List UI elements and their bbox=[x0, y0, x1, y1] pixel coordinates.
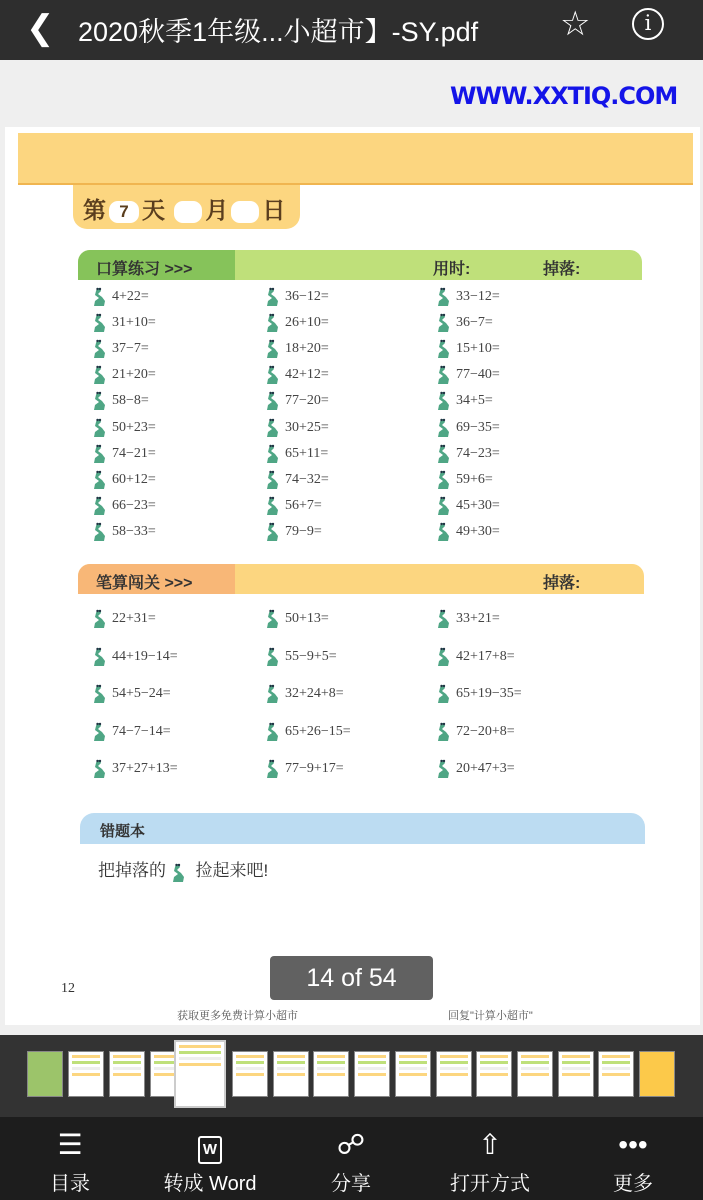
frog-icon bbox=[92, 722, 108, 742]
day-label bbox=[73, 185, 300, 229]
equation: 74−32= bbox=[265, 470, 329, 490]
frog-icon bbox=[265, 522, 281, 542]
equation: 50+23= bbox=[92, 418, 156, 438]
frog-icon bbox=[92, 313, 108, 333]
equation: 36−7= bbox=[436, 313, 493, 333]
equation: 77−9+17= bbox=[265, 759, 344, 779]
equation: 36−12= bbox=[265, 287, 329, 307]
section-written-label: 笔算闯关 >>> bbox=[78, 564, 235, 594]
page-thumbnail[interactable] bbox=[109, 1051, 145, 1097]
equation: 58−33= bbox=[92, 522, 156, 542]
equation: 59+6= bbox=[436, 470, 493, 490]
equation: 45+30= bbox=[436, 496, 500, 516]
thumbnail-strip[interactable] bbox=[0, 1035, 703, 1117]
equation: 55−9+5= bbox=[265, 647, 337, 667]
page-number: 12 bbox=[61, 981, 75, 996]
frog-icon bbox=[265, 496, 281, 516]
frog-icon bbox=[436, 444, 452, 464]
page-thumbnail[interactable] bbox=[68, 1051, 104, 1097]
equation: 33−12= bbox=[436, 287, 500, 307]
watermark: WWW.XXTIQ.COM bbox=[450, 82, 678, 110]
pick-up-text bbox=[98, 856, 268, 883]
frog-icon bbox=[265, 391, 281, 411]
frog-icon bbox=[265, 722, 281, 742]
pdf-page bbox=[5, 127, 700, 1025]
equation: 37+27+13= bbox=[92, 759, 178, 779]
page-thumbnail[interactable] bbox=[517, 1051, 553, 1097]
equation: 79−9= bbox=[265, 522, 322, 542]
page-thumbnail[interactable] bbox=[395, 1051, 431, 1097]
share-button[interactable]: ☍ 分享 bbox=[291, 1127, 411, 1196]
page-thumbnail[interactable] bbox=[174, 1040, 226, 1108]
page-thumbnail[interactable] bbox=[354, 1051, 390, 1097]
day-number: 7 bbox=[109, 201, 139, 223]
equation: 65+11= bbox=[265, 444, 328, 464]
document-title: 2020秋季1年级...小超市】-SY.pdf bbox=[78, 17, 479, 47]
frog-icon bbox=[265, 684, 281, 704]
page-thumbnail[interactable] bbox=[639, 1051, 675, 1097]
equation: 65+19−35= bbox=[436, 684, 522, 704]
equation: 18+20= bbox=[265, 339, 329, 359]
more-button[interactable]: ••• 更多 bbox=[573, 1127, 693, 1196]
page-thumbnail[interactable] bbox=[313, 1051, 349, 1097]
frog-icon bbox=[92, 365, 108, 385]
frog-icon bbox=[92, 339, 108, 359]
equation: 34+5= bbox=[436, 391, 493, 411]
page-thumbnail[interactable] bbox=[598, 1051, 634, 1097]
equation: 65+26−15= bbox=[265, 722, 351, 742]
pick-before: 把掉落的 bbox=[98, 861, 166, 880]
frog-icon bbox=[436, 609, 452, 629]
footer-right: 回复"计算小超市" bbox=[448, 1010, 533, 1022]
frog-icon bbox=[436, 647, 452, 667]
frog-icon bbox=[92, 391, 108, 411]
equation: 74−21= bbox=[92, 444, 156, 464]
equation: 74−7−14= bbox=[92, 722, 171, 742]
equation: 77−20= bbox=[265, 391, 329, 411]
equation: 58−8= bbox=[92, 391, 149, 411]
equation: 33+21= bbox=[436, 609, 500, 629]
day-prefix: 第 bbox=[83, 197, 106, 223]
equation: 26+10= bbox=[265, 313, 329, 333]
equation: 50+13= bbox=[265, 609, 329, 629]
frog-icon bbox=[265, 287, 281, 307]
section-written-header bbox=[78, 564, 644, 594]
month-char: 月 bbox=[205, 197, 229, 223]
page-thumbnail[interactable] bbox=[436, 1051, 472, 1097]
equation: 66−23= bbox=[92, 496, 156, 516]
frog-icon bbox=[265, 313, 281, 333]
bottom-toolbar bbox=[0, 1117, 703, 1200]
open-with-button[interactable]: ⇧ 打开方式 bbox=[430, 1127, 550, 1196]
page-thumbnail[interactable] bbox=[558, 1051, 594, 1097]
equation: 56+7= bbox=[265, 496, 322, 516]
equation: 42+17+8= bbox=[436, 647, 515, 667]
convert-word-button[interactable]: W 转成 Word bbox=[150, 1127, 270, 1196]
section-oral-header bbox=[78, 250, 642, 280]
frog-icon bbox=[92, 287, 108, 307]
back-chevron-icon[interactable]: ❮ bbox=[26, 9, 55, 47]
frog-icon bbox=[265, 609, 281, 629]
frog-icon bbox=[92, 684, 108, 704]
frog-icon bbox=[436, 496, 452, 516]
equation: 21+20= bbox=[92, 365, 156, 385]
frog-icon bbox=[92, 759, 108, 779]
equation: 77−40= bbox=[436, 365, 500, 385]
info-icon[interactable]: i bbox=[632, 8, 664, 40]
page-thumbnail[interactable] bbox=[476, 1051, 512, 1097]
month-blank bbox=[174, 201, 202, 223]
frog-icon bbox=[436, 470, 452, 490]
share-icon: ☍ bbox=[336, 1129, 366, 1160]
frog-icon bbox=[265, 418, 281, 438]
frog-icon bbox=[436, 684, 452, 704]
header-band bbox=[18, 133, 693, 185]
footer-left: 获取更多免费计算小超市 bbox=[177, 1010, 298, 1022]
page-thumbnail[interactable] bbox=[27, 1051, 63, 1097]
footer-text bbox=[177, 1007, 533, 1023]
equation: 44+19−14= bbox=[92, 647, 178, 667]
frog-icon bbox=[92, 647, 108, 667]
frog-icon bbox=[265, 339, 281, 359]
toc-button[interactable]: ☰ 目录 bbox=[10, 1127, 130, 1196]
frog-icon bbox=[436, 418, 452, 438]
equation: 60+12= bbox=[92, 470, 156, 490]
dropped-label-2: 掉落: bbox=[543, 575, 581, 592]
date-blank bbox=[231, 201, 259, 223]
frog-icon bbox=[436, 759, 452, 779]
equation: 20+47+3= bbox=[436, 759, 515, 779]
frog-icon bbox=[265, 470, 281, 490]
frog-icon bbox=[265, 647, 281, 667]
word-icon: W bbox=[150, 1127, 270, 1163]
day-char: 天 bbox=[142, 197, 165, 223]
export-icon: ⇧ bbox=[478, 1129, 502, 1160]
frog-icon bbox=[92, 522, 108, 542]
dropped-label: 掉落: bbox=[543, 261, 581, 278]
frog-icon bbox=[92, 470, 108, 490]
equation: 72−20+8= bbox=[436, 722, 515, 742]
equation: 22+31= bbox=[92, 609, 156, 629]
date-char: 日 bbox=[262, 197, 286, 223]
frog-icon bbox=[92, 444, 108, 464]
equation: 31+10= bbox=[92, 313, 156, 333]
star-icon[interactable]: ☆ bbox=[560, 5, 591, 43]
more-icon: ••• bbox=[618, 1129, 648, 1160]
frog-icon bbox=[436, 522, 452, 542]
page-thumbnail[interactable] bbox=[232, 1051, 268, 1097]
equation: 4+22= bbox=[92, 287, 149, 307]
page-thumbnail[interactable] bbox=[273, 1051, 309, 1097]
equation: 74−23= bbox=[436, 444, 500, 464]
equation: 37−7= bbox=[92, 339, 149, 359]
pick-after: 捡起来吧! bbox=[195, 861, 269, 880]
time-label: 用时: bbox=[433, 261, 471, 278]
frog-icon bbox=[436, 365, 452, 385]
page-indicator: 14 of 54 bbox=[270, 956, 433, 1000]
frog-icon bbox=[436, 287, 452, 307]
equation: 49+30= bbox=[436, 522, 500, 542]
equation: 32+24+8= bbox=[265, 684, 344, 704]
frog-icon bbox=[171, 865, 191, 880]
frog-icon bbox=[436, 313, 452, 333]
frog-icon bbox=[265, 759, 281, 779]
equation: 54+5−24= bbox=[92, 684, 171, 704]
frog-icon bbox=[436, 722, 452, 742]
frog-icon bbox=[92, 496, 108, 516]
top-bar bbox=[0, 0, 703, 60]
equation: 30+25= bbox=[265, 418, 329, 438]
frog-icon bbox=[92, 418, 108, 438]
frog-icon bbox=[265, 444, 281, 464]
frog-icon bbox=[265, 365, 281, 385]
equation: 42+12= bbox=[265, 365, 329, 385]
list-icon: ☰ bbox=[57, 1129, 83, 1160]
frog-icon bbox=[436, 339, 452, 359]
section-oral-label: 口算练习 >>> bbox=[78, 250, 235, 280]
equation: 15+10= bbox=[436, 339, 500, 359]
frog-icon bbox=[436, 391, 452, 411]
equation: 69−35= bbox=[436, 418, 500, 438]
frog-icon bbox=[92, 609, 108, 629]
error-book-header: 错题本 bbox=[80, 813, 645, 844]
